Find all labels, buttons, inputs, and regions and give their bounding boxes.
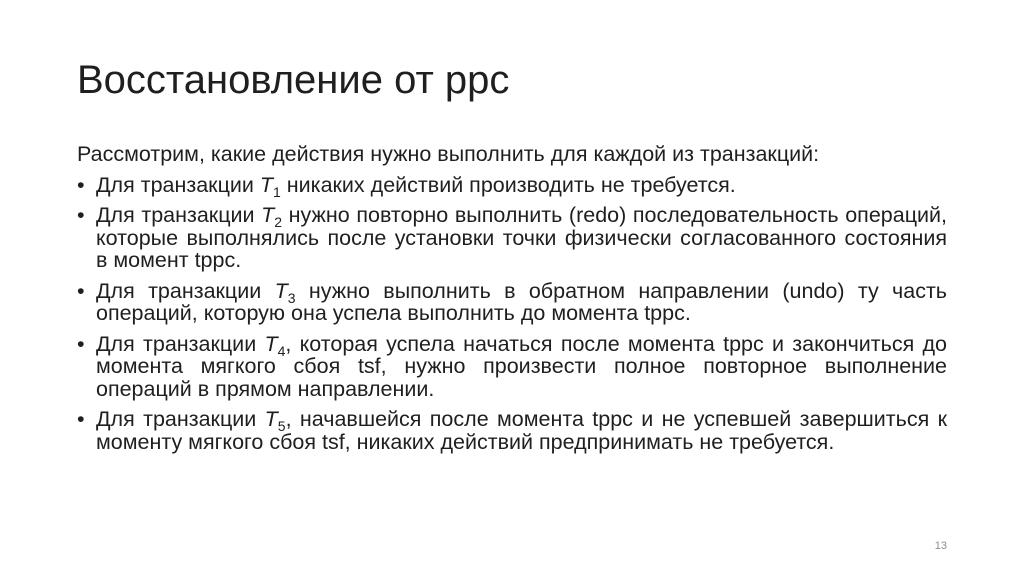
bullet-text-post: нужно повторно выполнить (redo) последовательность операций, которые выполнялись после установки точки физически согласованного состояния в момент tppc. xyxy=(96,203,948,272)
bullet-item-t5 xyxy=(77,408,947,453)
page-number: 13 xyxy=(934,540,947,552)
bullet-text-pre: Для транзакции xyxy=(96,278,275,303)
transaction-index: 1 xyxy=(273,183,281,200)
bullet-text-pre: Для транзакции xyxy=(96,331,265,356)
bullet-text-post: , начавшейся после момента tppc и не успевшей завершиться к моменту мягкого сбоя tsf, никаких действий предпринимать не требуется. xyxy=(96,407,947,454)
bullet-text-pre: Для транзакции xyxy=(96,172,260,197)
transaction-index: 3 xyxy=(287,289,296,306)
bullet-text-post: никаких действий производить не требуется. xyxy=(280,172,736,197)
bullet-item-t1 xyxy=(77,172,947,200)
transaction-symbol: T xyxy=(261,203,275,227)
bullet-list xyxy=(77,174,947,454)
transaction-symbol: T xyxy=(274,278,288,303)
transaction-symbol: T xyxy=(264,407,278,431)
transaction-index: 2 xyxy=(274,214,283,230)
bullet-text-pre: Для транзакции xyxy=(96,203,262,227)
slide-content xyxy=(77,143,947,461)
intro-paragraph: Рассмотрим, какие действия нужно выполнить для каждой из транзакций: xyxy=(77,142,820,166)
bullet-item-t3 xyxy=(77,280,947,325)
transaction-symbol: T xyxy=(259,172,274,197)
transaction-index: 4 xyxy=(277,342,286,359)
bullet-text-pre: Для транзакции xyxy=(96,407,265,431)
bullet-text-post: нужно выполнить в обратном направлении (undo) ту часть операций, которую она успела выполнить до момента tppc. xyxy=(96,278,948,325)
slide-title: Восстановление от ppc xyxy=(77,58,510,102)
bullet-item-t4 xyxy=(77,333,947,401)
transaction-index: 5 xyxy=(277,418,286,434)
transaction-symbol: T xyxy=(264,331,278,356)
bullet-item-t2 xyxy=(77,204,947,272)
bullet-text-post: , которая успела начаться после момента tppc и закончиться до момента мягкого сбоя tsf, нужно произвести полное повторное выполнение операций в прямом направлении. xyxy=(96,331,947,401)
